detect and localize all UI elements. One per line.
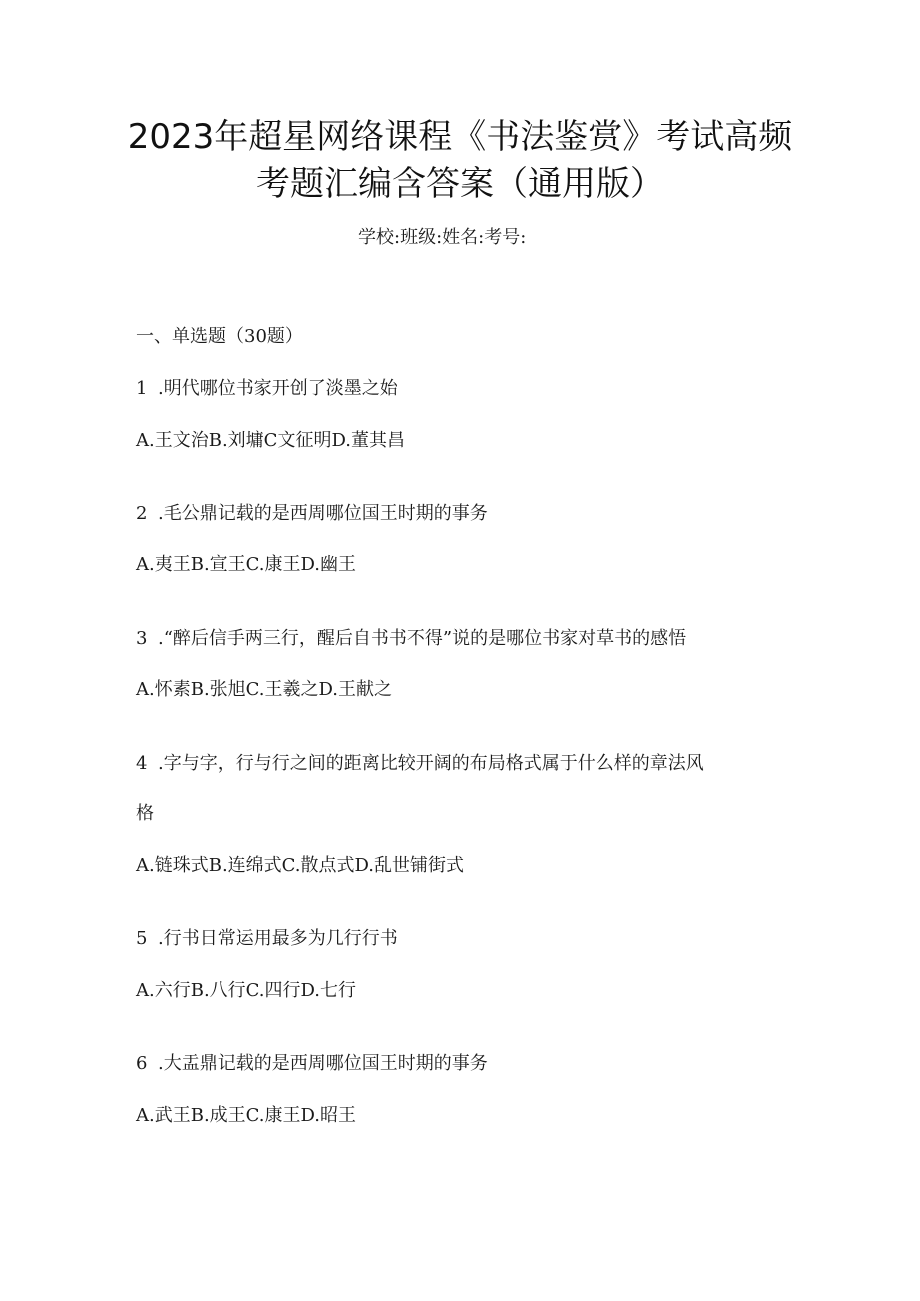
question-number: 1 (136, 378, 148, 399)
question-text: .大盂鼎记载的是西周哪位国王时期的事务 (158, 1053, 488, 1074)
question-3-options: A.怀素B.张旭C.王羲之D.王献之 (136, 679, 393, 700)
question-number: 4 (136, 753, 148, 774)
document-title-line-1: 2023年超星网络课程《书法鉴赏》考试高频 (127, 117, 793, 157)
question-6 (136, 1053, 488, 1075)
question-1 (136, 378, 398, 400)
question-text: .“醉后信手两三行，醒后自书书不得”说的是哪位书家对草书的感悟 (158, 628, 687, 649)
question-text: .明代哪位书家开创了淡墨之始 (158, 378, 398, 399)
question-4 (136, 753, 704, 775)
question-text: .毛公鼎记载的是西周哪位国王时期的事务 (158, 503, 488, 524)
question-1-options: A.王文治B.刘墉C文征明D.董其昌 (136, 430, 405, 451)
question-2 (136, 503, 488, 525)
question-text: .行书日常运用最多为几行行书 (158, 928, 398, 949)
question-5 (136, 928, 398, 950)
question-number: 6 (136, 1053, 148, 1074)
question-4-continuation: 格 (136, 803, 154, 824)
student-info-line: 学校:班级:姓名:考号: (358, 227, 527, 248)
question-number: 3 (136, 628, 148, 649)
question-2-options: A.夷王B.宣王C.康王D.幽王 (136, 554, 357, 575)
question-text: .字与字，行与行之间的距离比较开阔的布局格式属于什么样的章法风 (158, 753, 704, 774)
question-3 (136, 628, 686, 650)
question-number: 2 (136, 503, 148, 524)
question-5-options: A.六行B.八行C.四行D.七行 (136, 980, 357, 1001)
section-heading: 一、单选题（30题） (136, 326, 303, 347)
question-4-options: A.链珠式B.连绵式C.散点式D.乱世铺街式 (136, 855, 465, 876)
question-6-options: A.武王B.成王C.康王D.昭王 (136, 1105, 357, 1126)
document-title-line-2: 考题汇编含答案（通用版） (256, 164, 664, 204)
question-number: 5 (136, 928, 148, 949)
